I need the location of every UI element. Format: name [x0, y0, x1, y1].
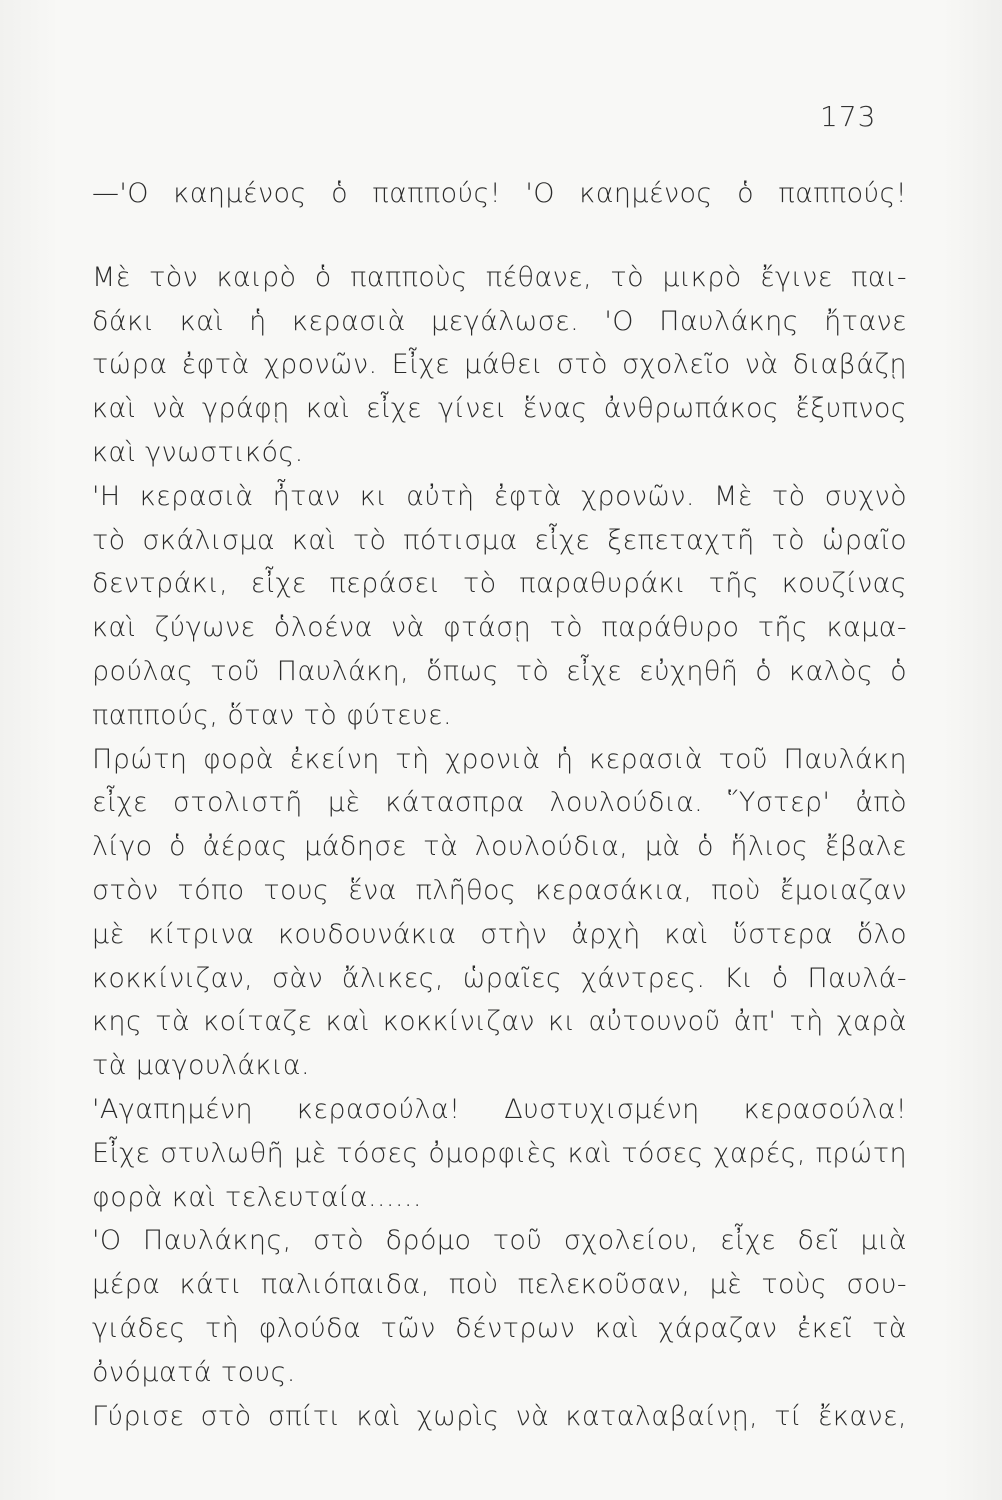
- text-line: λίγο ὁ ἀέρας μάδησε τὰ λουλούδια, μὰ ὁ ἥλιος ἔβαλε: [92, 831, 907, 863]
- text-line: καὶ ζύγωνε ὁλοένα νὰ φτάσῃ τὸ παράθυρο τῆς καμα-: [92, 612, 907, 644]
- text-line: ρούλας τοῦ Παυλάκη, ὅπως τὸ εἶχε εὐχηθῆ ὁ καλὸς ὁ: [92, 655, 907, 687]
- text-line: τώρα ἐφτὰ χρονῶν. Εἶχε μάθει στὸ σχολεῖο νὰ διαβάζῃ: [92, 349, 907, 381]
- text-line: καὶ νὰ γράφῃ καὶ εἶχε γίνει ἕνας ἀνθρωπάκος ἔξυπνος: [92, 393, 907, 425]
- text-line: εἶχε στολιστῆ μὲ κάτασπρα λουλούδια. Ὕστερ' ἀπὸ: [92, 787, 907, 819]
- text-line: στὸν τόπο τους ἕνα πλῆθος κερασάκια, ποὺ ἔμοιαζαν: [92, 874, 907, 906]
- text-line: κοκκίνιζαν, σὰν ἄλικες, ὡραῖες χάντρες. Κι ὁ Παυλά-: [92, 962, 907, 994]
- text-line: καὶ γνωστικός.: [92, 436, 304, 468]
- text-line: —'Ο καημένος ὁ παππούς! 'Ο καημένος ὁ παππούς!: [92, 178, 907, 209]
- text-line: Γύρισε στὸ σπίτι καὶ χωρὶς νὰ καταλαβαίνῃ, τί ἔκανε,: [92, 1400, 907, 1432]
- text-line: τὸ σκάλισμα καὶ τὸ πότισμα εἶχε ξεπεταχτῆ τὸ ὡραῖο: [92, 524, 907, 556]
- text-line: φορὰ καὶ τελευταία......: [92, 1181, 422, 1213]
- text-line: τὰ μαγουλάκια.: [92, 1050, 310, 1082]
- text-line: μέρα κάτι παλιόπαιδα, ποὺ πελεκοῦσαν, μὲ τοὺς σου-: [92, 1269, 907, 1301]
- text-line: 'Αγαπημένη κερασούλα! Δυστυχισμένη κερασούλα!: [92, 1093, 907, 1125]
- text-line: κης τὰ κοίταζε καὶ κοκκίνιζαν κι αὐτουνοῦ ἀπ' τὴ χαρὰ: [92, 1006, 907, 1038]
- text-line: Εἶχε στυλωθῆ μὲ τόσες ὀμορφιὲς καὶ τόσες χαρές, πρώτη: [92, 1137, 907, 1169]
- text-line: παππούς, ὅταν τὸ φύτευε.: [92, 699, 452, 731]
- page-number: 173: [820, 100, 877, 133]
- text-line: γιάδες τὴ φλούδα τῶν δέντρων καὶ χάραζαν ἐκεῖ τὰ: [92, 1312, 907, 1344]
- text-line: ὀνόματά τους.: [92, 1356, 296, 1388]
- text-line: Πρώτη φορὰ ἐκείνη τὴ χρονιὰ ἡ κερασιὰ τοῦ Παυλάκη: [92, 743, 907, 775]
- paragraph-gap: [92, 216, 907, 256]
- text-line: δεντράκι, εἶχε περάσει τὸ παραθυράκι τῆς κουζίνας: [92, 568, 907, 600]
- text-line: μὲ κίτρινα κουδουνάκια στὴν ἀρχὴ καὶ ὕστερα ὅλο: [92, 918, 907, 950]
- text-line: 'Η κερασιὰ ἦταν κι αὐτὴ ἐφτὰ χρονῶν. Μὲ τὸ συχνὸ: [92, 480, 907, 512]
- text-line: δάκι καὶ ἡ κερασιὰ μεγάλωσε. 'Ο Παυλάκης ἤτανε: [92, 305, 907, 337]
- body-text: [92, 172, 907, 1438]
- text-line: Μὲ τὸν καιρὸ ὁ παπποὺς πέθανε, τὸ μικρὸ ἔγινε παι-: [92, 261, 907, 293]
- text-line: 'Ο Παυλάκης, στὸ δρόμο τοῦ σχολείου, εἶχε δεῖ μιὰ: [92, 1225, 907, 1257]
